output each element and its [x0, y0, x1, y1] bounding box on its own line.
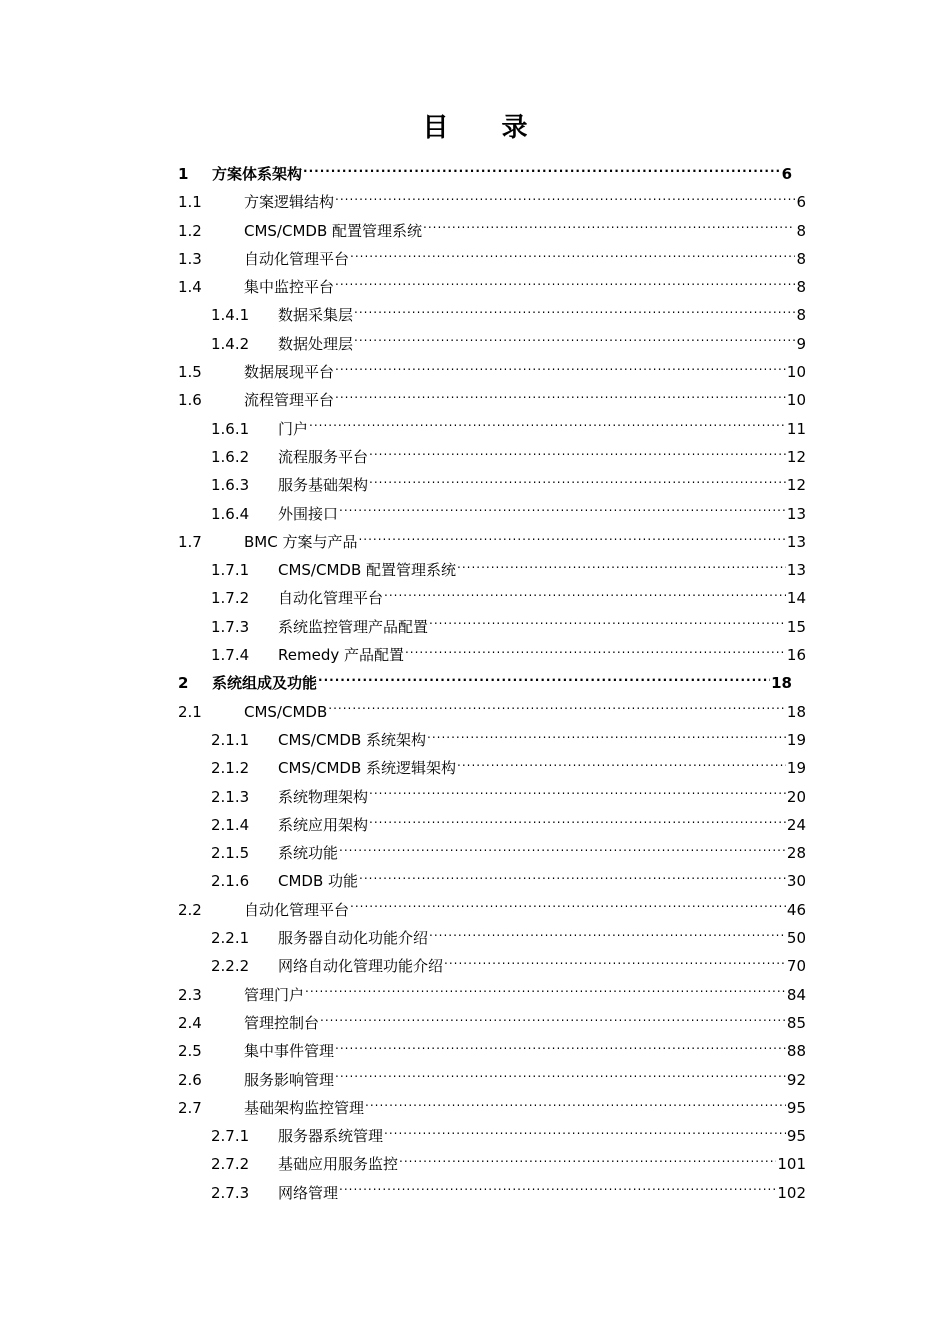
dot-leader [405, 645, 786, 660]
dot-leader [365, 1098, 786, 1113]
toc-entry-title: 数据采集层 [278, 306, 354, 325]
toc-entry[interactable] [178, 698, 806, 726]
toc-entry-number: 2.1.2 [211, 759, 250, 778]
dot-leader [350, 900, 786, 915]
toc-entry-page-number: 95 [786, 1098, 806, 1117]
toc-entry[interactable] [178, 924, 806, 952]
toc-entry-number: 2.5 [178, 1042, 202, 1061]
toc-entry-title: 管理控制台 [244, 1013, 320, 1032]
toc-entry-page-number: 70 [786, 957, 806, 976]
toc-entry-title: 集中事件管理 [244, 1042, 335, 1061]
dot-leader [429, 928, 786, 943]
toc-entry-page-number: 20 [786, 787, 806, 806]
toc-entry-number: 2.1 [178, 702, 202, 721]
toc-entry-page-number: 30 [786, 872, 806, 891]
toc-entry-number: 2.7.2 [211, 1155, 250, 1174]
toc-entry-page-number: 95 [786, 1127, 806, 1146]
toc-entry-title: 服务器自动化功能介绍 [278, 929, 429, 948]
toc-entry-title: 自动化管理平台 [278, 589, 384, 608]
toc-entry-title: 集中监控平台 [244, 278, 335, 297]
toc-entry-page-number: 46 [786, 900, 806, 919]
toc-entry[interactable] [178, 669, 806, 697]
toc-entry-title: 门户 [278, 419, 309, 438]
dot-leader [457, 560, 786, 575]
dot-leader [369, 447, 786, 462]
toc-entry-title: 基础应用服务监控 [278, 1155, 399, 1174]
toc-entry-number: 2.3 [178, 985, 202, 1004]
toc-entry-title: 流程服务平台 [278, 447, 369, 466]
toc-entry[interactable] [178, 584, 806, 612]
toc-entry-number: 1.4.1 [211, 306, 250, 325]
toc-entry[interactable] [178, 330, 806, 358]
toc-entry-page-number: 28 [786, 844, 806, 863]
toc-entry-title: CMS/CMDB 配置管理系统 [244, 221, 423, 240]
toc-entry[interactable] [178, 273, 806, 301]
dot-leader [309, 419, 786, 434]
toc-entry-page-number: 6 [781, 165, 792, 183]
toc-entry-page-number: 50 [786, 929, 806, 948]
toc-entry-title: CMS/CMDB 系统逻辑架构 [278, 759, 457, 778]
toc-entry-title: 服务影响管理 [244, 1070, 335, 1089]
toc-entry-number: 1 [178, 165, 189, 183]
toc-entry[interactable] [178, 301, 806, 329]
toc-entry-number: 1.4 [178, 278, 202, 297]
dot-leader [303, 164, 781, 179]
toc-entry-page-number: 12 [786, 476, 806, 495]
dot-leader [339, 843, 786, 858]
dot-leader [457, 758, 786, 773]
toc-entry-title: 基础架构监控管理 [244, 1098, 365, 1117]
toc-entry-title: 系统组成及功能 [212, 674, 318, 693]
toc-entry-page-number: 101 [777, 1155, 806, 1174]
toc-entry-title: 方案逻辑结构 [244, 193, 335, 212]
toc-entry-page-number: 13 [786, 561, 806, 580]
toc-entry-title: 系统功能 [278, 844, 339, 863]
toc-entry[interactable] [178, 528, 806, 556]
toc-entry-page-number: 24 [786, 815, 806, 834]
toc-entry-page-number: 13 [786, 532, 806, 551]
toc-entry[interactable] [178, 896, 806, 924]
table-of-contents [178, 160, 806, 1207]
dot-leader [423, 221, 795, 236]
toc-entry-number: 2.1.5 [211, 844, 250, 863]
toc-entry-number: 1.2 [178, 221, 202, 240]
toc-entry[interactable] [178, 1094, 806, 1122]
toc-entry-number: 1.3 [178, 249, 202, 268]
toc-entry[interactable] [178, 443, 806, 471]
toc-entry-number: 1.7.1 [211, 561, 250, 580]
toc-entry-page-number: 92 [786, 1070, 806, 1089]
toc-entry-page-number: 85 [786, 1013, 806, 1032]
toc-entry-number: 1.6.4 [211, 504, 250, 523]
toc-entry-number: 2.1.4 [211, 815, 250, 834]
dot-leader [427, 730, 786, 745]
toc-entry-title: 自动化管理平台 [244, 900, 350, 919]
toc-entry[interactable] [178, 839, 806, 867]
dot-leader [369, 815, 786, 830]
dot-leader [335, 1041, 786, 1056]
toc-entry[interactable] [178, 783, 806, 811]
toc-entry[interactable] [178, 754, 806, 782]
dot-leader [369, 475, 786, 490]
toc-entry[interactable] [178, 217, 806, 245]
toc-entry-page-number: 16 [786, 646, 806, 665]
dot-leader [335, 362, 786, 377]
toc-entry-number: 2.1.3 [211, 787, 250, 806]
toc-entry-page-number: 12 [786, 447, 806, 466]
toc-entry-page-number: 19 [786, 759, 806, 778]
toc-entry-page-number: 8 [796, 249, 806, 268]
toc-entry-number: 1.6.2 [211, 447, 250, 466]
toc-entry-number: 2.2.2 [211, 957, 250, 976]
toc-entry-number: 1.6.1 [211, 419, 250, 438]
toc-entry-page-number: 8 [796, 221, 806, 240]
toc-entry-page-number: 88 [786, 1042, 806, 1061]
toc-entry-title: 方案体系架构 [212, 165, 303, 183]
toc-entry-number: 1.7.3 [211, 617, 250, 636]
toc-entry[interactable] [178, 867, 806, 895]
toc-entry-title: 网络自动化管理功能介绍 [278, 957, 444, 976]
dot-leader [339, 504, 786, 519]
toc-entry[interactable] [178, 160, 806, 188]
toc-entry[interactable] [178, 1150, 806, 1178]
toc-entry-title: Remedy 产品配置 [278, 646, 404, 665]
toc-entry-title: 数据展现平台 [244, 363, 335, 382]
toc-entry[interactable] [178, 188, 806, 216]
toc-entry-number: 1.1 [178, 193, 202, 212]
toc-entry[interactable] [178, 1066, 806, 1094]
toc-entry-title: CMS/CMDB 配置管理系统 [278, 561, 457, 580]
toc-entry-number: 1.6.3 [211, 476, 250, 495]
toc-entry-number: 2.6 [178, 1070, 202, 1089]
toc-entry-number: 1.7 [178, 532, 202, 551]
toc-entry-page-number: 18 [771, 674, 792, 693]
toc-entry-number: 2.7.1 [211, 1127, 250, 1146]
toc-entry[interactable] [178, 641, 806, 669]
toc-entry-number: 1.5 [178, 363, 202, 382]
dot-leader [335, 1070, 786, 1085]
toc-entry-number: 2 [178, 674, 189, 693]
toc-entry-title: 服务器系统管理 [278, 1127, 384, 1146]
toc-entry-title: 系统监控管理产品配置 [278, 617, 429, 636]
toc-entry-page-number: 19 [786, 730, 806, 749]
dot-leader [444, 956, 786, 971]
toc-entry[interactable] [178, 358, 806, 386]
dot-leader [429, 617, 786, 632]
dot-leader [354, 305, 795, 320]
toc-entry-number: 1.7.2 [211, 589, 250, 608]
toc-entry-page-number: 6 [796, 193, 806, 212]
toc-entry-title: 自动化管理平台 [244, 249, 350, 268]
dot-leader [384, 1126, 786, 1141]
toc-entry-page-number: 15 [786, 617, 806, 636]
toc-entry-title: 流程管理平台 [244, 391, 335, 410]
toc-entry[interactable] [178, 1037, 806, 1065]
toc-entry-number: 2.1.1 [211, 730, 250, 749]
toc-entry-title: CMDB 功能 [278, 872, 359, 891]
toc-entry-page-number: 10 [786, 391, 806, 410]
dot-leader [320, 1013, 786, 1028]
toc-entry-page-number: 9 [796, 334, 806, 353]
dot-leader [354, 334, 795, 349]
toc-entry[interactable] [178, 1122, 806, 1150]
dot-leader [359, 871, 786, 886]
toc-entry[interactable] [178, 952, 806, 980]
dot-leader [384, 588, 786, 603]
toc-entry-page-number: 102 [777, 1183, 806, 1202]
toc-entry-title: 服务基础架构 [278, 476, 369, 495]
toc-entry-page-number: 10 [786, 363, 806, 382]
toc-entry-title: BMC 方案与产品 [244, 532, 358, 551]
toc-title: 目 录 [422, 113, 550, 143]
toc-entry-number: 2.7 [178, 1098, 202, 1117]
toc-entry-page-number: 13 [786, 504, 806, 523]
toc-entry-title: 系统物理架构 [278, 787, 369, 806]
dot-leader [318, 673, 770, 688]
toc-entry-number: 2.4 [178, 1013, 202, 1032]
toc-entry-number: 2.2.1 [211, 929, 250, 948]
toc-entry-number: 1.4.2 [211, 334, 250, 353]
dot-leader [399, 1154, 776, 1169]
toc-entry[interactable] [178, 556, 806, 584]
toc-entry[interactable] [178, 981, 806, 1009]
toc-entry-number: 2.2 [178, 900, 202, 919]
dot-leader [369, 787, 786, 802]
toc-entry[interactable] [178, 811, 806, 839]
toc-entry-number: 2.7.3 [211, 1183, 250, 1202]
toc-entry-number: 1.7.4 [211, 646, 250, 665]
toc-entry-page-number: 11 [786, 419, 806, 438]
dot-leader [328, 702, 786, 717]
toc-entry[interactable] [178, 500, 806, 528]
toc-entry-title: 外围接口 [278, 504, 339, 523]
dot-leader [335, 390, 786, 405]
toc-entry-page-number: 84 [786, 985, 806, 1004]
toc-entry-title: CMS/CMDB 系统架构 [278, 730, 427, 749]
toc-entry-page-number: 14 [786, 589, 806, 608]
dot-leader [305, 985, 786, 1000]
toc-entry-title: 系统应用架构 [278, 815, 369, 834]
toc-entry-title: 网络管理 [278, 1183, 339, 1202]
toc-entry-page-number: 8 [796, 306, 806, 325]
toc-entry[interactable] [178, 471, 806, 499]
toc-entry[interactable] [178, 415, 806, 443]
toc-entry-title: 数据处理层 [278, 334, 354, 353]
toc-entry-number: 2.1.6 [211, 872, 250, 891]
toc-entry[interactable] [178, 1009, 806, 1037]
toc-entry-page-number: 8 [796, 278, 806, 297]
toc-entry-title: 管理门户 [244, 985, 305, 1004]
toc-entry-title: CMS/CMDB [244, 702, 328, 721]
toc-entry[interactable] [178, 1179, 806, 1207]
toc-entry-page-number: 18 [786, 702, 806, 721]
dot-leader [339, 1183, 776, 1198]
toc-entry-number: 1.6 [178, 391, 202, 410]
dot-leader [335, 277, 795, 292]
dot-leader [335, 192, 795, 207]
toc-entry[interactable] [178, 726, 806, 754]
toc-entry[interactable] [178, 386, 806, 414]
toc-entry[interactable] [178, 245, 806, 273]
dot-leader [358, 532, 785, 547]
toc-entry[interactable] [178, 613, 806, 641]
dot-leader [350, 249, 795, 264]
